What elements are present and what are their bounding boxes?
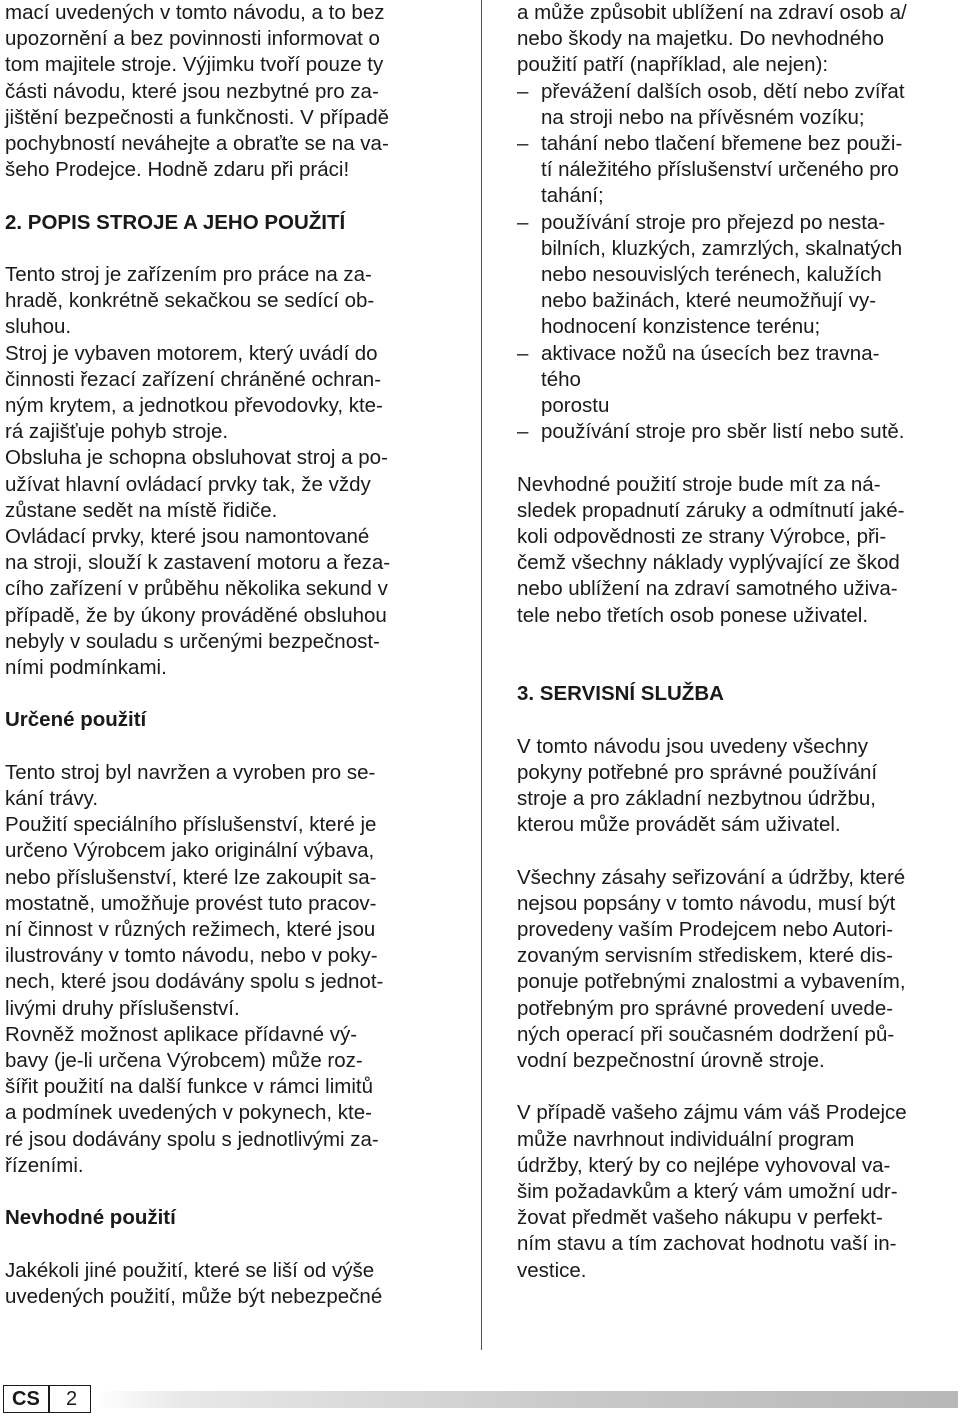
- text-line: Použití speciálního příslušenství, které je: [5, 813, 377, 837]
- text-line: pokyny potřebné pro správné používání: [517, 760, 878, 784]
- text-line: jištění bezpečnosti a funkčnosti. V případě: [5, 105, 390, 129]
- text-line: údržby, který by co nejlépe vyhovoval va-: [517, 1153, 891, 1177]
- text-line: rá zajišťuje pohyb stroje.: [5, 420, 229, 444]
- text-line: na stroji, slouží k zastavení motoru a řeza-: [5, 551, 391, 575]
- list-item-text: bilních, kluzkých, zamrzlých, skalnatých: [541, 236, 903, 260]
- page-footer: [0, 1385, 960, 1415]
- text-line: řízeními.: [5, 1153, 84, 1177]
- list-item-text: porostu: [541, 394, 610, 418]
- consequence-paragraph: [517, 472, 957, 629]
- list-item: [517, 79, 957, 105]
- text-line: Tento stroj je zařízením pro práce na za-: [5, 263, 372, 286]
- text-line: Všechny zásahy seřizování a údržby, které: [517, 865, 906, 889]
- text-line: činnosti řezací zařízení chráněné ochran-: [5, 367, 382, 391]
- list-item-text: hodnocení konzistence terénu;: [541, 315, 821, 339]
- text-line: ré jsou dodávány spolu s jednotlivými za-: [5, 1127, 379, 1151]
- text-line: ním stavu a tím zachovat hodnotu vaší in-: [517, 1232, 897, 1256]
- section-2-body: [5, 262, 473, 681]
- text-line: mací uvedených v tomto návodu, a to bez: [5, 1, 385, 24]
- text-line: a podmínek uvedených v pokynech, kte-: [5, 1101, 372, 1125]
- text-line: Jakékoli jiné použití, které se liší od výše: [5, 1258, 375, 1282]
- page-number: 2: [66, 1388, 78, 1410]
- dash-bullet: –: [517, 210, 529, 234]
- language-page-box: [3, 1385, 91, 1413]
- text-line: může navrhnout individuální program: [517, 1127, 855, 1151]
- improper-use-heading: Nevhodné použití: [5, 1206, 176, 1230]
- text-line: tele nebo třetích osob ponese uživatel.: [517, 603, 869, 627]
- text-line: nebo příslušenství, které lze zakoupit sa-: [5, 865, 377, 889]
- text-line: sluhou.: [5, 315, 72, 339]
- text-line: sledek propadnutí záruky a odmítnutí jaké-: [517, 498, 905, 522]
- text-line: ními podmínkami.: [5, 656, 167, 680]
- text-line: ilustrovány v tomto návodu, nebo v poky-: [5, 944, 378, 968]
- list-item: [517, 419, 957, 445]
- text-line: hradě, konkrétně sekačkou se sedící ob-: [5, 289, 375, 313]
- text-line: Tento stroj byl navržen a vyroben pro se-: [5, 760, 376, 784]
- text-line: použití patří (například, ale nejen):: [517, 53, 829, 77]
- list-item-text: používání stroje pro přejezd po nesta-: [541, 210, 886, 234]
- text-line: kání trávy.: [5, 787, 99, 811]
- text-line: upozornění a bez povinnosti informovat o: [5, 27, 380, 51]
- text-line: pochybností neváhejte a obraťte se na va-: [5, 132, 389, 156]
- text-line: nech, které jsou dodávány spolu s jednot-: [5, 970, 384, 994]
- list-item-text: tého: [541, 367, 581, 391]
- text-line: ponuje potřebnými znalostmi a vybavením,: [517, 970, 906, 994]
- text-line: případě, že by úkony prováděné obsluhou: [5, 603, 387, 627]
- text-line: cího zařízení v průběhu několika sekund v: [5, 577, 388, 601]
- text-line: kterou může provádět sám uživatel.: [517, 813, 841, 837]
- language-code: CS: [12, 1388, 40, 1410]
- list-item-text: tí náležitého příslušenství určeného pro: [541, 158, 899, 182]
- text-line: zůstane sedět na místě řidiče.: [5, 498, 278, 522]
- text-line: ní činnost v různých režimech, které jsou: [5, 918, 376, 942]
- list-item-text: tahání;: [541, 184, 604, 208]
- footer-gradient-bar: [96, 1391, 958, 1408]
- list-item-text: tahání nebo tlačení břemene bez použi-: [541, 132, 903, 156]
- intended-use-body: [5, 760, 473, 1179]
- text-line: V tomto návodu jsou uvedeny všechny: [517, 734, 868, 758]
- left-column: [5, 0, 473, 1310]
- dash-bullet: –: [517, 420, 529, 444]
- text-line: stroje a pro základní nezbytnou údržbu,: [517, 787, 876, 811]
- text-line: Obsluha je schopna obsluhovat stroj a po-: [5, 446, 388, 470]
- text-line: šim požadavkům a který vám umožní udr-: [517, 1180, 898, 1204]
- list-item-text: nebo nesouvislých terénech, kalužích: [541, 263, 882, 287]
- service-paragraph-1: [517, 734, 957, 839]
- service-paragraph-3: [517, 1100, 957, 1283]
- text-line: Rovněž možnost aplikace přídavné vý-: [5, 1022, 358, 1046]
- column-divider: [481, 0, 482, 1350]
- list-item-text: nebo bažinách, které neumožňují vy-: [541, 289, 877, 313]
- section-2-heading: 2. POPIS STROJE A JEHO POUŽITÍ: [5, 210, 346, 234]
- text-line: užívat hlavní ovládací prvky tak, že vždy: [5, 472, 371, 496]
- text-line: části návodu, které jsou nezbytné pro za-: [5, 79, 379, 103]
- text-line: ných operací při současném dodržení pů-: [517, 1022, 895, 1046]
- text-line: provedeny vaším Prodejcem nebo Autori-: [517, 918, 894, 942]
- improper-use-body: [5, 1258, 473, 1310]
- text-line: vodní bezpečnostní úrovně stroje.: [517, 1049, 825, 1073]
- text-line: V případě vašeho zájmu vám váš Prodejce: [517, 1101, 907, 1125]
- text-line: nebo ublížení na zdraví samotného uživa-: [517, 577, 898, 601]
- text-line: livými druhy příslušenství.: [5, 996, 240, 1020]
- intended-use-heading: Určené použití: [5, 708, 147, 732]
- text-line: určeno Výrobcem jako originální výbava,: [5, 839, 375, 863]
- text-line: šeho Prodejce. Hodně zdaru při práci!: [5, 158, 350, 182]
- box-divider: [48, 1386, 50, 1412]
- list-item: [517, 341, 957, 367]
- improper-use-list: [517, 79, 957, 446]
- section-3-heading: 3. SERVISNÍ SLUŽBA: [517, 682, 724, 706]
- improper-use-continuation: [517, 0, 957, 79]
- text-line: potřebným pro správné provedení uvede-: [517, 996, 894, 1020]
- text-line: Stroj je vybaven motorem, který uvádí do: [5, 341, 378, 365]
- text-line: mostatně, umožňuje provést tuto pracov-: [5, 891, 377, 915]
- text-line: a může způsobit ublížení na zdraví osob a/: [517, 1, 907, 24]
- text-line: zovaným servisním střediskem, které dis-: [517, 944, 893, 968]
- text-line: uvedených použití, může být nebezpečné: [5, 1284, 383, 1308]
- text-line: koli odpovědnosti ze strany Výrobce, při-: [517, 525, 887, 549]
- intro-paragraph: [5, 0, 473, 183]
- text-line: nejsou popsány v tomto návodu, musí být: [517, 891, 896, 915]
- dash-bullet: –: [517, 341, 529, 365]
- text-line: Ovládací prvky, které jsou namontované: [5, 525, 370, 549]
- text-line: šířit použití na další funkce v rámci limitů: [5, 1075, 373, 1099]
- text-line: čemž všechny náklady vyplývající ze škod: [517, 551, 900, 575]
- list-item: [517, 210, 957, 236]
- text-line: nebyly v souladu s určenými bezpečnost-: [5, 629, 380, 653]
- list-item-text: na stroji nebo na přívěsném vozíku;: [541, 105, 865, 129]
- list-item-text: používání stroje pro sběr listí nebo sutě.: [541, 420, 905, 444]
- text-line: Nevhodné použití stroje bude mít za ná-: [517, 472, 881, 496]
- list-item: [517, 131, 957, 157]
- list-item-text: aktivace nožů na úsecích bez travna-: [541, 341, 880, 365]
- text-line: žovat předmět vašeho nákupu v perfekt-: [517, 1206, 883, 1230]
- dash-bullet: –: [517, 132, 529, 156]
- dash-bullet: –: [517, 79, 529, 103]
- text-line: bavy (je-li určena Výrobcem) může roz-: [5, 1049, 363, 1073]
- right-column: [517, 0, 957, 1284]
- text-line: nebo škody na majetku. Do nevhodného: [517, 27, 884, 51]
- list-item-text: převážení dalších osob, dětí nebo zvířat: [541, 79, 905, 103]
- service-paragraph-2: [517, 865, 957, 1075]
- text-line: tom majitele stroje. Výjimku tvoří pouze ty: [5, 53, 384, 77]
- text-line: vestice.: [517, 1258, 587, 1282]
- text-line: ným krytem, a jednotkou převodovky, kte-: [5, 394, 383, 418]
